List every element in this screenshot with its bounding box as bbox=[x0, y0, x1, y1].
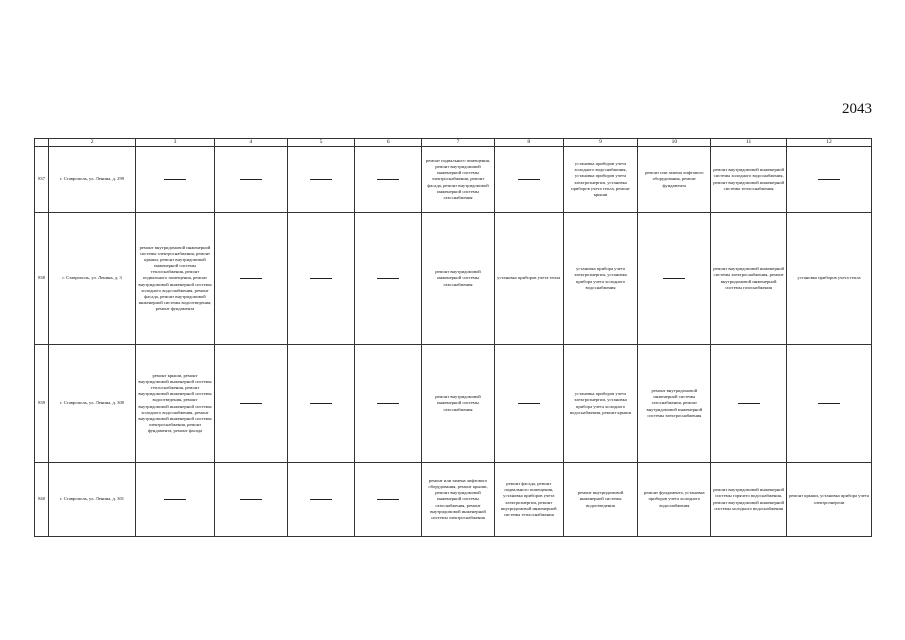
dash-mark bbox=[663, 278, 685, 279]
table-cell bbox=[214, 213, 287, 345]
column-header: 8 bbox=[494, 139, 563, 147]
table-cell: установка приборов учета электроэнергии, установка прибора учета холодного водоснабжения, ремонт крыши bbox=[563, 345, 638, 463]
table-cell bbox=[214, 147, 287, 213]
dash-mark bbox=[240, 278, 262, 279]
row-number: 839 bbox=[35, 345, 49, 463]
table-cell bbox=[787, 345, 872, 463]
table-cell: ремонт внутридомовой инженерной системы холодного водоснабжения, ремонт внутридомовой инженерной системы теплоснабжения bbox=[711, 147, 787, 213]
column-header: 3 bbox=[136, 139, 215, 147]
table-cell: ремонт подвального помещения, ремонт внутридомовой инженерной системы электроснабжения, ремонт фасада, ремонт внутридомовой инженерной системы газоснабжения bbox=[422, 147, 495, 213]
table-cell: ремонт внутридомовой инженерной системы горячего водоснабжения, ремонт внутридомовой инженерной системы холодного водоснабжения bbox=[711, 463, 787, 537]
dash-mark bbox=[818, 403, 840, 404]
dash-mark bbox=[377, 403, 399, 404]
table-cell: ремонт крыши, установка прибора учета электроэнергии bbox=[787, 463, 872, 537]
column-header: 12 bbox=[787, 139, 872, 147]
table-cell bbox=[494, 345, 563, 463]
dash-mark bbox=[738, 403, 760, 404]
dash-mark bbox=[310, 179, 332, 180]
column-header: 6 bbox=[355, 139, 422, 147]
dash-mark bbox=[164, 499, 186, 500]
table-cell bbox=[355, 213, 422, 345]
table-cell: ремонт крыши, ремонт внутридомовой инженерной системы теплоснабжения, ремонт внутридомовой инженерной системы водоотведения, ремонт внутридомовой инженерной системы холодного водоснабжения, ремонт внутридомовой инженерной системы электроснабжения, ремонт фундамента, ремонт фасада bbox=[136, 345, 215, 463]
column-header: 7 bbox=[422, 139, 495, 147]
column-header: 4 bbox=[214, 139, 287, 147]
page-number: 2043 bbox=[842, 101, 872, 117]
column-header: 9 bbox=[563, 139, 638, 147]
row-number: 840 bbox=[35, 463, 49, 537]
dash-mark bbox=[240, 403, 262, 404]
dash-mark bbox=[377, 499, 399, 500]
dash-mark bbox=[518, 179, 540, 180]
table-cell: установка прибора учета электроэнергии, установка прибора учета холодного водоснабжения bbox=[563, 213, 638, 345]
table-cell bbox=[355, 463, 422, 537]
table-cell: ремонт внутридомовой инженерной системы газоснабжения bbox=[422, 213, 495, 345]
table-cell bbox=[287, 147, 355, 213]
dash-mark bbox=[818, 179, 840, 180]
table-cell: ремонт внутридомовой инженерной системы водоотведения bbox=[563, 463, 638, 537]
column-header: 10 bbox=[638, 139, 711, 147]
table-cell bbox=[638, 213, 711, 345]
column-header: 2 bbox=[49, 139, 136, 147]
column-header bbox=[35, 139, 49, 147]
table-cell bbox=[287, 345, 355, 463]
table-cell: ремонт внутридомовой инженерной системы газоснабжения bbox=[422, 345, 495, 463]
header-row bbox=[35, 139, 872, 147]
table-cell: установка приборов учета тепла bbox=[787, 213, 872, 345]
dash-mark bbox=[310, 403, 332, 404]
table-cell: ремонт или замена лифтового оборудования, ремонт крыши, ремонт внутридомовой инженерной системы газоснабжения, ремонт внутридомовой инженерной системы электроснабжения bbox=[422, 463, 495, 537]
dash-mark bbox=[240, 179, 262, 180]
dash-mark bbox=[310, 278, 332, 279]
dash-mark bbox=[518, 403, 540, 404]
table-cell bbox=[136, 463, 215, 537]
table-cell: ремонт фундамента, установка приборов учета холодного водоснабжения bbox=[638, 463, 711, 537]
table-row bbox=[35, 463, 872, 537]
table-cell bbox=[287, 213, 355, 345]
table-cell bbox=[136, 147, 215, 213]
table-cell: ремонт внутридомовой инженерной системы газоснабжения, ремонт внутридомовой инженерной системы электроснабжения bbox=[638, 345, 711, 463]
row-number: 837 bbox=[35, 147, 49, 213]
table-cell: установка приборов учета тепла bbox=[494, 213, 563, 345]
table-cell bbox=[494, 147, 563, 213]
table-cell: ремонт или замена лифтового оборудования, ремонт фундамента bbox=[638, 147, 711, 213]
table-row bbox=[35, 147, 872, 213]
table-cell bbox=[711, 345, 787, 463]
table-cell bbox=[355, 345, 422, 463]
dash-mark bbox=[164, 179, 186, 180]
dash-mark bbox=[377, 179, 399, 180]
table-cell bbox=[214, 463, 287, 537]
table-cell: ремонт фасада, ремонт подвального помещения, установка приборов учета электроэнергии, ремонт внутридомовой инженерной системы теплоснабжения bbox=[494, 463, 563, 537]
address-cell: г. Ставрополь, ул. Ленина, д. 301 bbox=[49, 463, 136, 537]
table-row bbox=[35, 213, 872, 345]
address-cell: г. Ставрополь, ул. Ленина, д. 299 bbox=[49, 147, 136, 213]
row-number: 838 bbox=[35, 213, 49, 345]
dash-mark bbox=[377, 278, 399, 279]
table-cell bbox=[355, 147, 422, 213]
table-cell bbox=[787, 147, 872, 213]
table-cell bbox=[287, 463, 355, 537]
table-row bbox=[35, 345, 872, 463]
column-header: 11 bbox=[711, 139, 787, 147]
dash-mark bbox=[310, 499, 332, 500]
column-header: 5 bbox=[287, 139, 355, 147]
works-table bbox=[34, 138, 872, 537]
table-cell: установка приборов учета холодного водоснабжения, установка приборов учета электроэнергии, установка приборов учета тепла, ремонт крыши bbox=[563, 147, 638, 213]
table-cell: ремонт внутридомовой инженерной системы электроснабжения, ремонт крыши, ремонт внутридомовой инженерной системы теплоснабжения, ремонт подвального помещения, ремонт внутридомовой инженерной системы холодного водоснабжения, ремонт фасада, ремонт внутридомовой инженерной системы водоотведения, ремонт фундамента bbox=[136, 213, 215, 345]
dash-mark bbox=[240, 499, 262, 500]
table-cell: ремонт внутридомовой инженерной системы электроснабжения, ремонт внутридомовой инженерной системы газоснабжения bbox=[711, 213, 787, 345]
address-cell: г. Ставрополь, ул. Ленина, д. 300 bbox=[49, 345, 136, 463]
address-cell: г. Ставрополь, ул. Ленина, д. 3 bbox=[49, 213, 136, 345]
table-cell bbox=[214, 345, 287, 463]
